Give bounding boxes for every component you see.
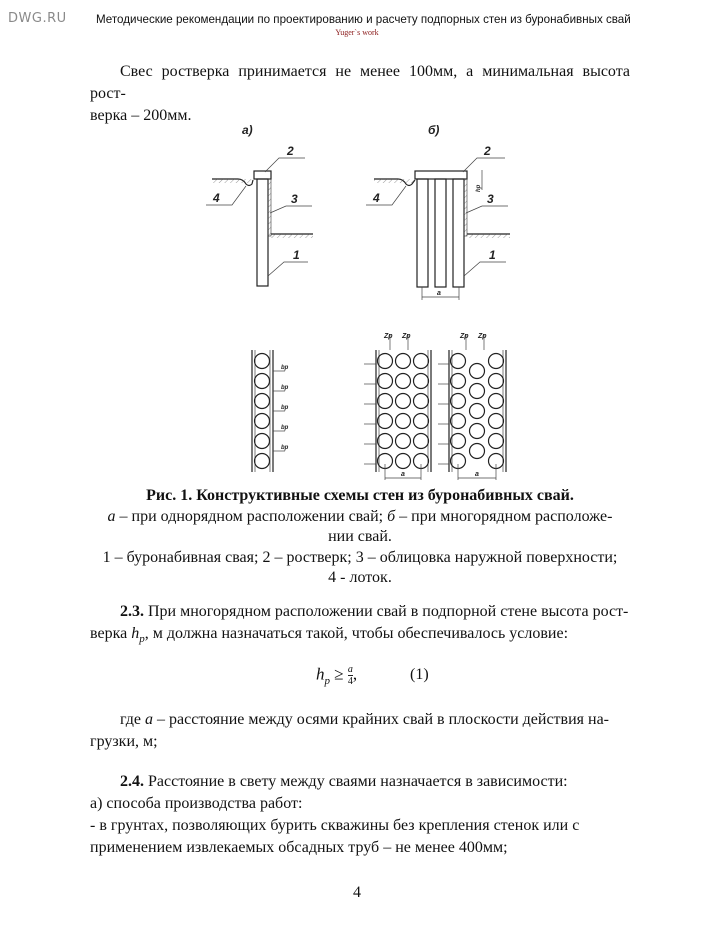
var-h: h bbox=[131, 625, 140, 642]
caption-a-letter: а bbox=[107, 507, 116, 525]
pile-circle bbox=[255, 354, 270, 369]
pile-circle bbox=[396, 434, 411, 449]
callout-4: 4 bbox=[213, 191, 220, 205]
pile-circle bbox=[396, 394, 411, 409]
callout-3: 3 bbox=[291, 192, 298, 206]
dim-zp-label: Zp bbox=[402, 333, 411, 340]
dim-bp-label: bp bbox=[281, 385, 289, 391]
pile-circle bbox=[489, 394, 504, 409]
bullet-1: - в грунтах, позволяющих бурить скважины без крепления стенок или с bbox=[90, 817, 580, 834]
formula-number: (1) bbox=[410, 666, 429, 683]
formula-lhs-sub: p bbox=[324, 674, 330, 687]
pile-circle bbox=[255, 374, 270, 389]
section-2-4 bbox=[90, 771, 630, 859]
where-var: a bbox=[145, 711, 154, 728]
callout-2: 2 bbox=[484, 144, 491, 158]
pile-circle bbox=[451, 434, 466, 449]
pile-circle bbox=[414, 354, 429, 369]
pile-circle bbox=[396, 354, 411, 369]
pile-circle bbox=[255, 394, 270, 409]
formula-den: 4 bbox=[347, 676, 353, 687]
item-a: а) способа производства работ: bbox=[90, 795, 303, 812]
pile-circle bbox=[378, 354, 393, 369]
pile-circle bbox=[396, 454, 411, 469]
formula-op: ≥ bbox=[334, 664, 344, 684]
figure-caption bbox=[90, 486, 630, 589]
section-number: 2.4. bbox=[120, 773, 144, 790]
label-b: б) bbox=[428, 123, 440, 137]
where-paragraph bbox=[90, 709, 630, 753]
pile-circle bbox=[470, 444, 485, 459]
callout-2: 2 bbox=[287, 144, 294, 158]
pile-circle bbox=[414, 414, 429, 429]
section-text-1: Расстояние в свету между сваями назначается в зависимости: bbox=[144, 773, 568, 790]
pile-circle bbox=[414, 434, 429, 449]
pile-circle bbox=[489, 414, 504, 429]
callout-3: 3 bbox=[487, 192, 494, 206]
formula-num: a bbox=[347, 664, 353, 675]
plan-views bbox=[252, 333, 506, 480]
pile-circle bbox=[470, 424, 485, 439]
pile-circle bbox=[396, 374, 411, 389]
diagram-b-section bbox=[366, 123, 510, 300]
caption-legend-2: 4 - лоток. bbox=[328, 569, 392, 586]
dim-bp-label: bp bbox=[281, 365, 289, 371]
page-number: 4 bbox=[353, 884, 361, 901]
dim-a-label: a bbox=[401, 471, 405, 478]
dim-hp-label: hp bbox=[476, 184, 482, 192]
caption-legend-1: 1 – буронабивная свая; 2 – ростверк; 3 – облицовка наружной поверхности; bbox=[102, 548, 618, 566]
formula-lhs: h bbox=[316, 664, 325, 684]
section-text-2b: , м должна назначаться такой, чтобы обеспечивалось условие: bbox=[144, 625, 569, 642]
pile-circle bbox=[378, 414, 393, 429]
dim-zp-label: Zp bbox=[478, 333, 487, 340]
pile-circle bbox=[451, 394, 466, 409]
diagram-a-section bbox=[206, 123, 313, 286]
intro-line-2: верка – 200мм. bbox=[90, 107, 192, 124]
callout-4: 4 bbox=[373, 191, 380, 205]
pile-circle bbox=[470, 364, 485, 379]
intro-line-1: Свес ростверка принимается не менее 100мм, а минимальная высота рост- bbox=[90, 63, 630, 102]
dim-a-label: a bbox=[475, 471, 479, 478]
caption-b-letter: б bbox=[387, 507, 396, 525]
caption-a-text: – при однорядном расположении свай; bbox=[115, 507, 388, 525]
pile-circle bbox=[414, 394, 429, 409]
pile-circle bbox=[396, 414, 411, 429]
bullet-2: применением извлекаемых обсадных труб – не менее 400мм; bbox=[90, 839, 508, 856]
pile-circle bbox=[489, 354, 504, 369]
pile-circle bbox=[451, 374, 466, 389]
section-text-1: При многорядном расположении свай в подпорной стене высота рост- bbox=[144, 603, 629, 620]
callout-1: 1 bbox=[489, 248, 496, 262]
dim-bp-label: bp bbox=[281, 405, 289, 411]
pile-circle bbox=[470, 404, 485, 419]
pile-circle bbox=[378, 434, 393, 449]
label-a: а) bbox=[242, 123, 253, 137]
header-subtitle: Yuger`s work bbox=[335, 28, 379, 37]
dim-zp-label: Zp bbox=[384, 333, 393, 340]
pile-circle bbox=[451, 414, 466, 429]
formula-1 bbox=[316, 664, 357, 687]
pile-circle bbox=[255, 434, 270, 449]
where-text-2: грузки, м; bbox=[90, 733, 158, 750]
pile-circle bbox=[255, 454, 270, 469]
caption-title: Рис. 1. Конструктивные схемы стен из буронабивных свай. bbox=[146, 487, 574, 504]
dim-a-label: a bbox=[437, 290, 441, 297]
formula-comma: , bbox=[352, 664, 358, 684]
dim-zp-label: Zp bbox=[460, 333, 469, 340]
caption-line-ab bbox=[90, 507, 630, 528]
pile-circle bbox=[489, 374, 504, 389]
var-h-sub: p bbox=[139, 633, 145, 646]
pile-circle bbox=[378, 394, 393, 409]
pile-circle bbox=[451, 354, 466, 369]
section-text-2a: верка bbox=[90, 625, 132, 642]
pile-circle bbox=[255, 414, 270, 429]
section-number: 2.3. bbox=[120, 603, 144, 620]
pile-circle bbox=[414, 374, 429, 389]
running-header: Методические рекомендации по проектированию и расчету подпорных стен из буронабивных свай bbox=[96, 13, 631, 26]
pile-circle bbox=[470, 384, 485, 399]
dim-bp-label: bp bbox=[281, 425, 289, 431]
caption-b-text: – при многорядном расположе- bbox=[395, 507, 613, 525]
pile-circle bbox=[378, 374, 393, 389]
section-2-3 bbox=[90, 601, 630, 650]
callout-1: 1 bbox=[293, 248, 300, 262]
where-text-b: – расстояние между осями крайних свай в плоскости действия на- bbox=[153, 711, 610, 728]
caption-line-b2: нии свай. bbox=[328, 528, 392, 545]
where-text-a: где bbox=[120, 711, 146, 728]
dim-bp-label: bp bbox=[281, 445, 289, 451]
site-watermark: DWG.RU bbox=[8, 11, 67, 26]
pile-circle bbox=[489, 434, 504, 449]
